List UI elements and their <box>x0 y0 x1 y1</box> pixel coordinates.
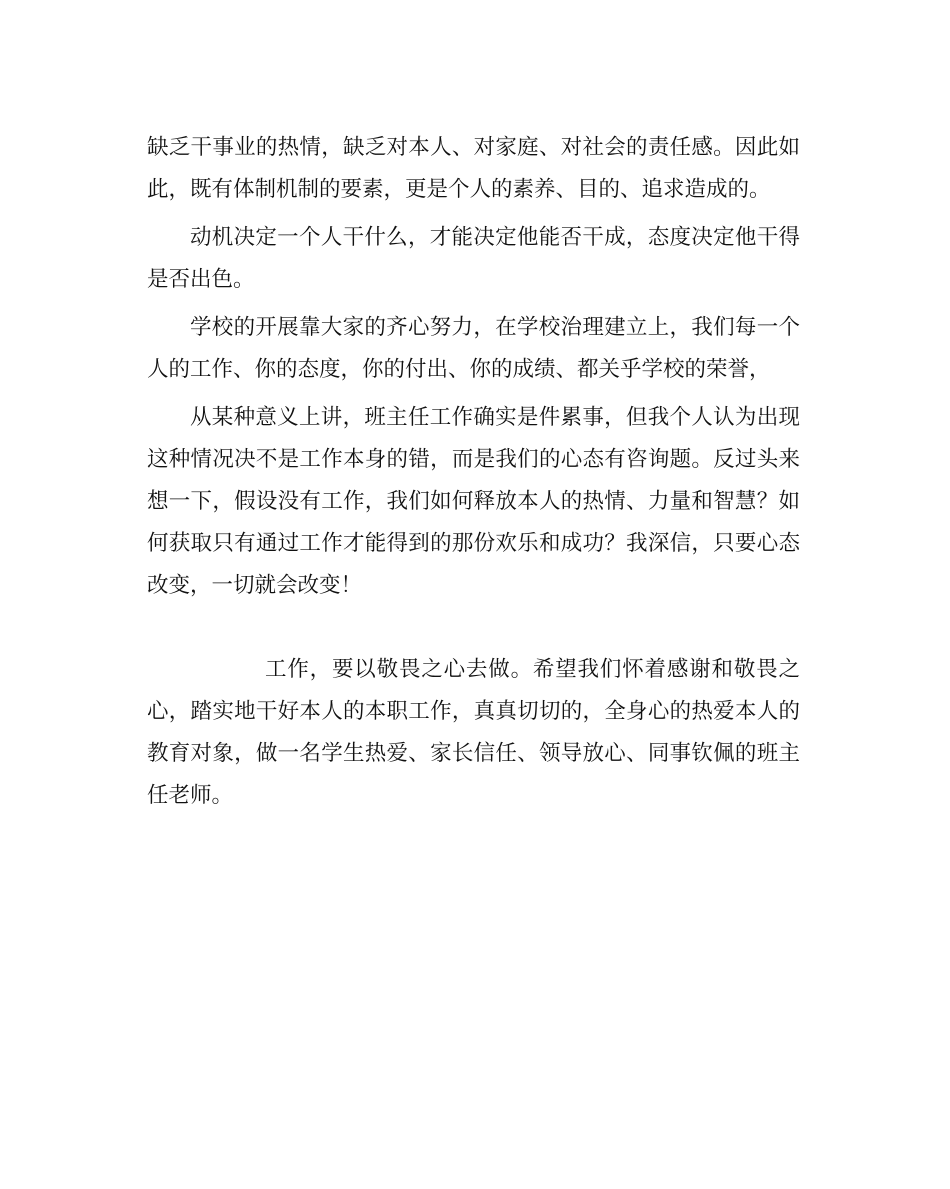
paragraph-5: 工作，要以敬畏之心去做。希望我们怀着感谢和敬畏之心，踏实地干好本人的本职工作，真真切切的，全身心的热爱本人的教育对象，做一名学生热爱、家长信任、领导放心、同事钦佩的班主任老师。 <box>147 657 800 808</box>
paragraph-spacer <box>147 613 800 649</box>
paragraph-1: 缺乏干事业的热情，缺乏对本人、对家庭、对社会的责任感。因此如此，既有体制机制的要素，更是个人的素养、目的、追求造成的。 <box>147 135 800 202</box>
paragraph-4: 从某种意义上讲，班主任工作确实是件累事，但我个人认为出现这种情况决不是工作本身的错，而是我们的心态有咨询题。反过头来想一下，假设没有工作，我们如何释放本人的热情、力量和智慧？如何获取只有通过工作才能得到的那份欢乐和成功？我深信，只要心态改变，一切就会改变！ <box>147 405 800 598</box>
paragraph-3: 学校的开展靠大家的齐心努力，在学校治理建立上，我们每一个人的工作、你的态度，你的付出、你的成绩、都关乎学校的荣誉， <box>147 315 800 382</box>
document-body <box>147 127 800 823</box>
paragraph-2: 动机决定一个人干什么，才能决定他能否干成，态度决定他干得是否出色。 <box>147 225 800 292</box>
